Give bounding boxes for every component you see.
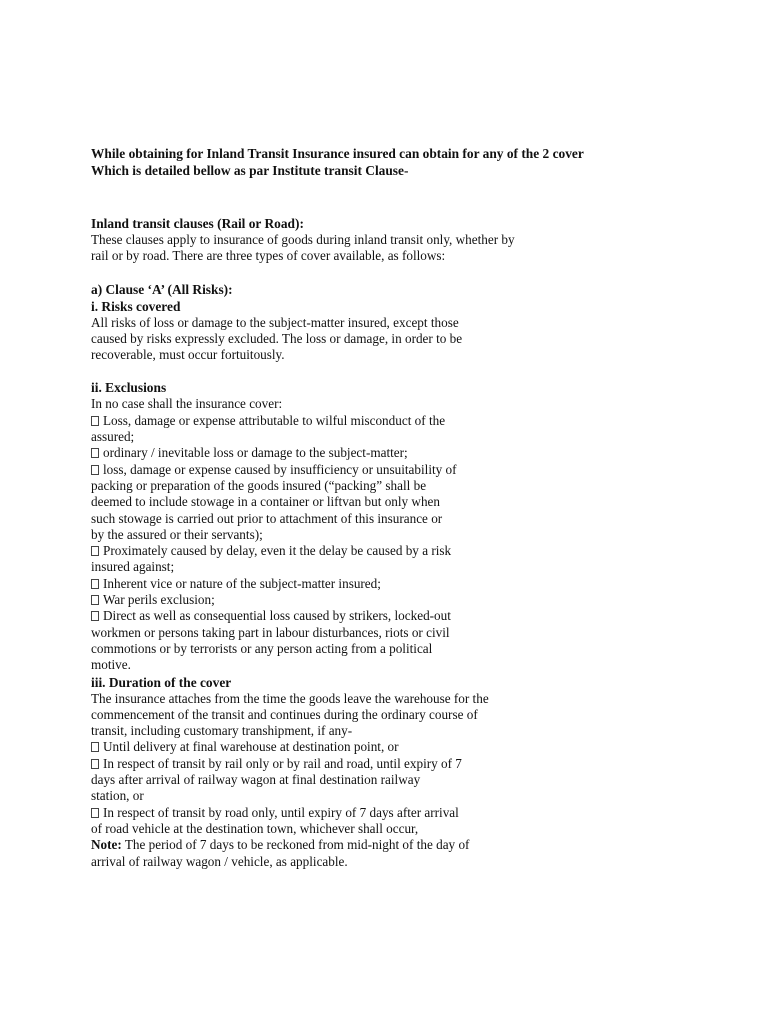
risks-covered-title: i. Risks covered [91,298,181,314]
exclusions-intro: In no case shall the insurance cover: [91,396,283,412]
note-label: Note: [91,837,122,853]
bullet-box-icon [91,579,99,589]
line-text: commotions or by terrorists or any person acting from a political [91,640,433,656]
continuation-line [91,707,731,723]
line-text: Loss, damage or expense attributable to wilful misconduct of the [103,412,446,428]
section-line-1: These clauses apply to insurance of goods during inland transit only, whether by [91,232,515,247]
spacer [91,363,731,379]
continuation-line [91,821,731,837]
note-line-1 [91,837,731,853]
bullet-line [91,805,731,821]
continuation-line [91,772,731,788]
continuation-line [91,625,731,641]
bullet-line [91,543,731,559]
section-line-2: rail or by road. There are three types of cover available, as follows: [91,248,446,264]
continuation-line [91,527,731,543]
section-title: Inland transit clauses (Rail or Road): [91,216,304,231]
line-text: Until delivery at final warehouse at destination point, or [103,739,399,755]
continuation-line [91,494,731,510]
bullet-line [91,576,731,592]
bullet-box-icon [91,465,99,475]
continuation-line [91,657,731,673]
bullet-box-icon [91,808,99,818]
duration-title: iii. Duration of the cover [91,674,232,690]
bullet-line [91,756,731,772]
spacer [91,179,731,215]
continuation-line [91,478,731,494]
exclusions-list [91,413,731,674]
line-text: War perils exclusion; [103,592,215,608]
continuation-line [91,641,731,657]
continuation-line [91,559,731,575]
line-text: motive. [91,657,131,673]
document-page [91,145,731,870]
line-text: by the assured or their servants); [91,526,263,542]
line-text: workmen or persons taking part in labour disturbances, riots or civil [91,624,450,640]
bullet-box-icon [91,759,99,769]
intro-line-1: While obtaining for Inland Transit Insurance insured can obtain for any of the 2 cover [91,146,584,161]
line-text: of road vehicle at the destination town, whichever shall occur, [91,820,419,836]
risks-line-2: caused by risks expressly excluded. The loss or damage, in order to be [91,330,463,346]
risks-line-1: All risks of loss or damage to the subject-matter insured, except those [91,314,459,330]
bullet-line [91,445,731,461]
duration-list [91,691,731,838]
continuation-line [91,691,731,707]
intro-line-2: Which is detailed bellow as par Institute transit Clause- [91,163,409,178]
line-text: loss, damage or expense caused by insufficiency or unsuitability of [103,461,457,477]
bullet-line [91,608,731,624]
line-text: deemed to include stowage in a container or liftvan but only when [91,494,440,510]
line-text: such stowage is carried out prior to attachment of this insurance or [91,510,443,526]
risks-line-3: recoverable, must occur fortuitously. [91,347,285,363]
continuation-line [91,429,731,445]
bullet-box-icon [91,546,99,556]
line-text: transit, including customary transhipment, if any- [91,723,353,739]
line-text: station, or [91,788,144,804]
line-text: packing or preparation of the goods insured (“packing” shall be [91,477,427,493]
note-line-2: arrival of railway wagon / vehicle, as applicable. [91,853,348,869]
bullet-box-icon [91,416,99,426]
bullet-box-icon [91,448,99,458]
clause-a-title: a) Clause ‘A’ (All Risks): [91,281,233,297]
line-text: Proximately caused by delay, even it the delay be caused by a risk [103,543,452,559]
line-text: Direct as well as consequential loss caused by strikers, locked-out [103,608,451,624]
line-text: insured against; [91,559,175,575]
spacer [91,265,731,281]
line-text: Inherent vice or nature of the subject-matter insured; [103,575,381,591]
continuation-line [91,511,731,527]
line-text: days after arrival of railway wagon at final destination railway [91,772,421,788]
line-text: commencement of the transit and continues during the ordinary course of [91,706,478,722]
bullet-line [91,739,731,755]
continuation-line [91,788,731,804]
bullet-box-icon [91,595,99,605]
bullet-box-icon [91,742,99,752]
bullet-box-icon [91,611,99,621]
note-text: The period of 7 days to be reckoned from mid-night of the day of [121,837,470,853]
line-text: In respect of transit by road only, until expiry of 7 days after arrival [103,804,459,820]
bullet-line [91,462,731,478]
exclusions-title: ii. Exclusions [91,380,167,396]
bullet-line [91,413,731,429]
continuation-line [91,723,731,739]
line-text: The insurance attaches from the time the goods leave the warehouse for the [91,690,489,706]
line-text: assured; [91,429,135,445]
line-text: ordinary / inevitable loss or damage to the subject-matter; [103,445,408,461]
bullet-line [91,592,731,608]
line-text: In respect of transit by rail only or by rail and road, until expiry of 7 [103,755,462,771]
